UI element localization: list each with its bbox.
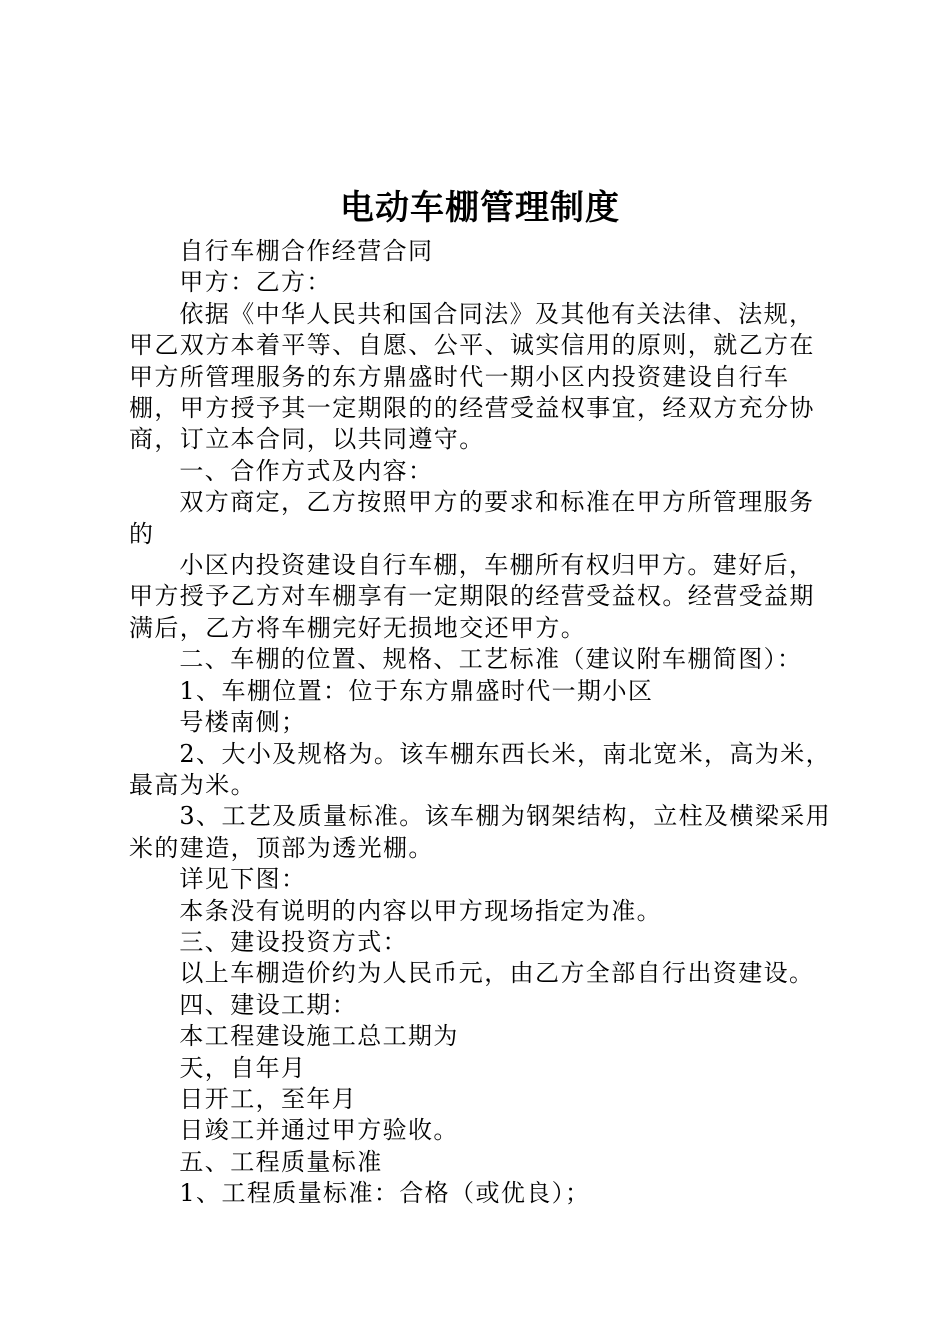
section-heading-investment: 三、建设投资方式： (179, 927, 408, 956)
section-heading-cooperation: 一、合作方式及内容： (179, 456, 434, 485)
paragraph-schedule-3: 日开工，至年月 (179, 1084, 358, 1113)
paragraph-schedule-2: 天，自年月 (179, 1053, 307, 1082)
document-body (129, 236, 834, 1210)
section-heading-schedule: 四、建设工期： (179, 990, 358, 1019)
paragraph-location: 1、车棚位置：位于东方鼎盛时代一期小区 (179, 676, 654, 705)
section-heading-location-spec: 二、车棚的位置、规格、工艺标准（建议附车棚简图）： (179, 645, 803, 674)
paragraph-unspecified: 本条没有说明的内容以甲方现场指定为准。 (179, 896, 662, 925)
paragraph-quality: 3、工艺及质量标准。该车棚为钢架结构，立柱及横梁采用米的建造，顶部为透光棚。 (129, 802, 832, 862)
paragraph-investment: 以上车棚造价约为人民币元，由乙方全部自行出资建设。 (179, 959, 815, 988)
paragraph-see-figure: 详见下图： (179, 865, 307, 894)
paragraph-preamble: 依据《中华人民共和国合同法》及其他有关法律、法规，甲乙双方本着平等、自愿、公平、诚实信用的原则，就乙方在甲方所管理服务的东方鼎盛时代一期小区内投资建设自行车棚，甲方授予其一定期限的的经营受益权事宜，经双方充分协商，订立本合同，以共同遵守。 (129, 299, 815, 454)
paragraph-cooperation-2: 小区内投资建设自行车棚，车棚所有权归甲方。建好后，甲方授予乙方对车棚享有一定期限的经营受益权。经营受益期满后，乙方将车棚完好无损地交还甲方。 (129, 551, 815, 642)
paragraph-parties: 甲方：乙方： (179, 268, 332, 297)
paragraph-size: 2、大小及规格为。该车棚东西长米，南北宽米，高为米，最高为米。 (129, 739, 832, 799)
paragraph-schedule-4: 日竣工并通过甲方验收。 (179, 1116, 459, 1145)
section-heading-quality-standard: 五、工程质量标准 (179, 1147, 383, 1176)
document-title: 电动车棚管理制度 (340, 188, 620, 228)
paragraph-schedule-1: 本工程建设施工总工期为 (179, 1022, 459, 1051)
paragraph-quality-standard: 1、工程质量标准：合格（或优良）； (179, 1179, 591, 1208)
paragraph-contract-name: 自行车棚合作经营合同 (179, 237, 434, 265)
paragraph-building: 号楼南侧； (179, 708, 307, 737)
paragraph-cooperation-1: 双方商定，乙方按照甲方的要求和标准在甲方所管理服务的 (129, 488, 815, 548)
